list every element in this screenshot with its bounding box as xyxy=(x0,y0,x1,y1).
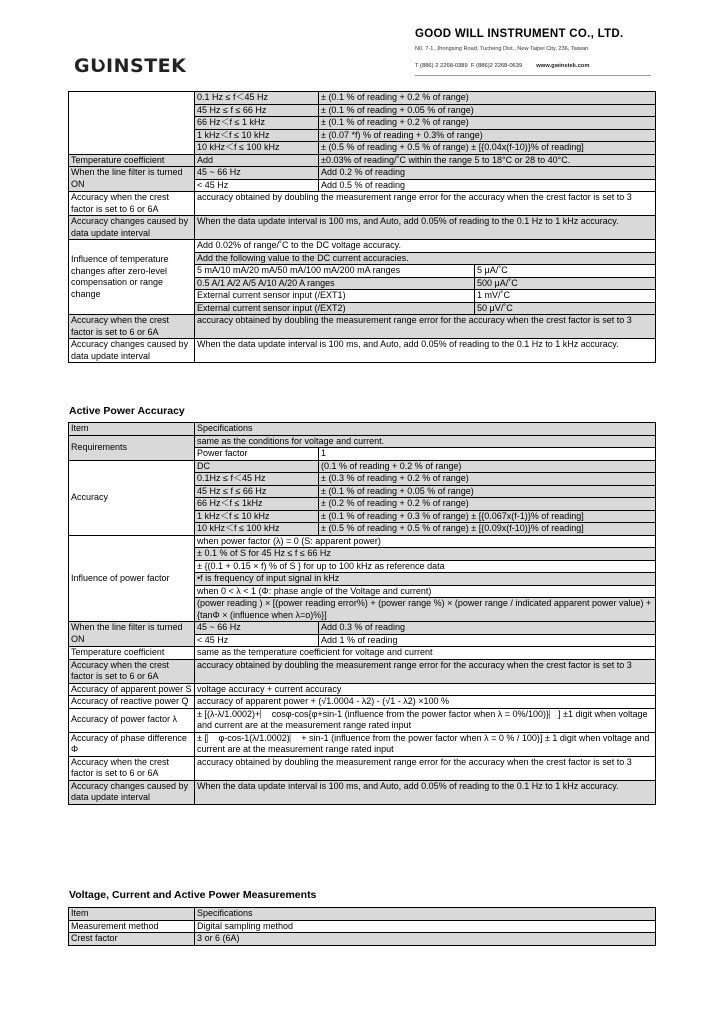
influence-range: External current sensor input (/EXT2) xyxy=(195,302,475,315)
row-label: Influence of power factor xyxy=(69,535,195,622)
influence-value: 50 μV/˚C xyxy=(475,302,656,315)
temp-coef-b: ±0.03% of reading/˚C within the range 5 to 18°C or 28 to 40°C. xyxy=(319,154,656,167)
pf-influence-line: ± {(0.1 + 0.15 × f) % of S } for up to 100 kHz as reference data xyxy=(195,560,656,573)
acc-range: 45 Hz ≤ f ≤ 66 Hz xyxy=(195,485,319,498)
acc-value: ± (0.1 % of reading + 0.3 % of range) ± [{0.067x(f-1)}% of reading] xyxy=(319,510,656,523)
header-spec: Specifications xyxy=(195,423,656,436)
acc-range: 10 kHz＜f ≤ 100 kHz xyxy=(195,523,319,536)
freq-range: 10 kHz＜f ≤ 100 kHz xyxy=(195,142,319,155)
update-value: When the data update interval is 100 ms, and Auto, add 0.05% of reading to the 0.1 Hz to 1 kHz accuracy. xyxy=(195,216,656,240)
acc-range: 66 Hz＜f ≤ 1kHz xyxy=(195,498,319,511)
freq-accuracy: ± (0.1 % of reading + 0.05 % of range) xyxy=(319,104,656,117)
row-label: Accuracy when the crest factor is set to 6 or 6A xyxy=(69,315,195,339)
acc-value: ± (0.1 % of reading + 0.05 % of range) xyxy=(319,485,656,498)
reactive-value: accuracy of apparent power + (√1.0004 - λ2) - (√1 - λ2) ×100 % xyxy=(195,696,656,709)
website: www.gwinstek.com xyxy=(536,63,590,69)
line-filter-range: < 45 Hz xyxy=(195,634,319,647)
acc-value: (0.1 % of reading + 0.2 % of range) xyxy=(319,460,656,473)
freq-range: 0.1 Hz ≤ f＜45 Hz xyxy=(195,92,319,105)
row-label: Temperature coefficient xyxy=(69,154,195,167)
company-contact xyxy=(415,63,590,69)
row-label: Accuracy changes caused by data update interval xyxy=(69,339,195,363)
crest-value: accuracy obtained by doubling the measurement range error for the accuracy when the crest factor is set to 3 xyxy=(195,192,656,216)
crest-factor-value: 3 or 6 (6A) xyxy=(195,933,656,946)
row-label: Influence of temperature changes after zero-level compensation or range change xyxy=(69,240,195,315)
freq-accuracy: ± (0.1 % of reading + 0.2 % of range) xyxy=(319,117,656,130)
row-label: Accuracy when the crest factor is set to 6 or 6A xyxy=(69,659,195,683)
pfactor-value: ± [(λ-λ/1.0002)+⎸ cosφ-cos{φ+sin-1 (influence from the power factor when λ = 0%/100)}⎸] ±1 digit when voltage and current are at the measurement range rated input xyxy=(195,708,656,732)
crest-value: accuracy obtained by doubling the measurement range error for the accuracy when the crest factor is set to 3 xyxy=(195,315,656,339)
row-label: Measurement method xyxy=(69,920,195,933)
crest-value: accuracy obtained by doubling the measurement range error for the accuracy when the crest factor is set to 3 xyxy=(195,756,656,780)
freq-range: 1 kHz＜f ≤ 10 kHz xyxy=(195,129,319,142)
row-label: When the line filter is turned ON xyxy=(69,622,195,647)
line-filter-range: 45 ~ 66 Hz xyxy=(195,622,319,635)
influence-dc-current: Add the following value to the DC current accuracies. xyxy=(195,252,656,265)
method-value: Digital sampling method xyxy=(195,920,656,933)
row-label: Accuracy of power factor λ xyxy=(69,708,195,732)
row-label: Accuracy of reactive power Q xyxy=(69,696,195,709)
acc-range: DC xyxy=(195,460,319,473)
freq-accuracy: ± (0.07 *f) % of reading + 0.3% of range) xyxy=(319,129,656,142)
row-label: Requirements xyxy=(69,435,195,460)
line-filter-value: Add 0.5 % of reading xyxy=(319,179,656,192)
pf-value: 1 xyxy=(319,448,656,461)
influence-value: 5 μA/˚C xyxy=(475,265,656,278)
header-item: Item xyxy=(69,908,195,921)
row-label: Accuracy when the crest factor is set to 6 or 6A xyxy=(69,192,195,216)
pf-label: Power factor xyxy=(195,448,319,461)
line-filter-value: Add 1 % of reading xyxy=(319,634,656,647)
row-label: Accuracy of apparent power S xyxy=(69,683,195,696)
influence-range: 5 mA/10 mA/20 mA/50 mA/100 mA/200 mA ranges xyxy=(195,265,475,278)
freq-accuracy: ± (0.5 % of reading + 0.5 % of range) ± [{0.04x(f-10)}% of reading] xyxy=(319,142,656,155)
row-label: Accuracy changes caused by data update interval xyxy=(69,780,195,804)
pf-influence-line: •f is frequency of input signal in kHz xyxy=(195,573,656,586)
row-label: Accuracy when the crest factor is set to 6 or 6A xyxy=(69,756,195,780)
pf-influence-line: (power reading ) × [(power reading error%) + (power range %) × (power range / indicated apparent power value) + {tanΦ × (influence when λ=o)%}] xyxy=(195,598,656,622)
influence-range: 0.5 A/1 A/2 A/5 A/10 A/20 A ranges xyxy=(195,277,475,290)
line-filter-value: Add 0.2 % of reading xyxy=(319,167,656,180)
section-title-measurements: Voltage, Current and Active Power Measurements xyxy=(69,889,317,901)
gwinstek-logo: GƲINSTEK xyxy=(74,55,187,77)
update-value: When the data update interval is 100 ms, and Auto, add 0.05% of reading to the 0.1 Hz to 1 kHz accuracy. xyxy=(195,780,656,804)
pf-influence-line: when 0 < λ < 1 (Φ: phase angle of the Voltage and current) xyxy=(195,585,656,598)
update-value: When the data update interval is 100 ms, and Auto, add 0.05% of reading to the 0.1 Hz to 1 kHz accuracy. xyxy=(195,339,656,363)
measurements-table xyxy=(68,907,656,946)
company-address: N0. 7-1, Jhongsing Road, Tucheng Dist., New Taipei City, 236, Taiwan xyxy=(415,46,589,52)
row-label: Accuracy xyxy=(69,460,195,535)
acc-value: ± (0.5 % of reading + 0.5 % of range) ± [{0.09x(f-10)}% of reading] xyxy=(319,523,656,536)
freq-range: 66 Hz＜f ≤ 1 kHz xyxy=(195,117,319,130)
acc-range: 1 kHz＜f ≤ 10 kHz xyxy=(195,510,319,523)
pf-influence-line: ± 0.1 % of S for 45 Hz ≤ f ≤ 66 Hz xyxy=(195,548,656,561)
apparent-value: voltage accuracy + current accuracy xyxy=(195,683,656,696)
freq-range: 45 Hz ≤ f ≤ 66 Hz xyxy=(195,104,319,117)
influence-value: 500 μA/˚C xyxy=(475,277,656,290)
temp-coef-a: Add xyxy=(195,154,319,167)
row-label: Crest factor xyxy=(69,933,195,946)
acc-range: 0.1Hz ≤ f＜45 Hz xyxy=(195,473,319,486)
pf-influence-line: when power factor (λ) = 0 (S: apparent power) xyxy=(195,535,656,548)
freq-accuracy: ± (0.1 % of reading + 0.2 % of range) xyxy=(319,92,656,105)
influence-value: 1 mV/˚C xyxy=(475,290,656,303)
line-filter-range: < 45 Hz xyxy=(195,179,319,192)
freq-label-empty xyxy=(69,92,195,155)
line-filter-range: 45 ~ 66 Hz xyxy=(195,167,319,180)
req-value: same as the conditions for voltage and current. xyxy=(195,435,656,448)
acc-value: ± (0.3 % of reading + 0.2 % of range) xyxy=(319,473,656,486)
line-filter-value: Add 0.3 % of reading xyxy=(319,622,656,635)
row-label: Accuracy of phase difference Φ xyxy=(69,732,195,756)
influence-range: External current sensor input (/EXT1) xyxy=(195,290,475,303)
header-spec: Specifications xyxy=(195,908,656,921)
active-power-accuracy-table xyxy=(68,422,656,805)
tel: T (886) 2 2268-0389 xyxy=(415,63,468,69)
phase-value: ± [⎸ φ-cos-1(λ/1.0002)⎸ + sin-1 (influence from the power factor when λ = 0 % / 100)] ± 1 digit when voltage and current are at the measurement range rated input xyxy=(195,732,656,756)
voltage-current-accuracy-table xyxy=(68,91,656,363)
header-item: Item xyxy=(69,423,195,436)
section-title-active-power: Active Power Accuracy xyxy=(69,405,185,417)
fax: F (886)2 2268-0639 xyxy=(470,63,523,69)
row-label: When the line filter is turned ON xyxy=(69,167,195,192)
company-name: GOOD WILL INSTRUMENT CO., LTD. xyxy=(415,28,624,40)
crest-value: accuracy obtained by doubling the measurement range error for the accuracy when the crest factor is set to 3 xyxy=(195,659,656,683)
row-label: Accuracy changes caused by data update interval xyxy=(69,216,195,240)
temp-coef-value: same as the temperature coefficient for voltage and current xyxy=(195,647,656,660)
row-label: Temperature coefficient xyxy=(69,647,195,660)
influence-dc-voltage: Add 0.02% of range/˚C to the DC voltage accuracy. xyxy=(195,240,656,253)
acc-value: ± (0.2 % of reading + 0.2 % of range) xyxy=(319,498,656,511)
header-rule xyxy=(415,75,651,76)
